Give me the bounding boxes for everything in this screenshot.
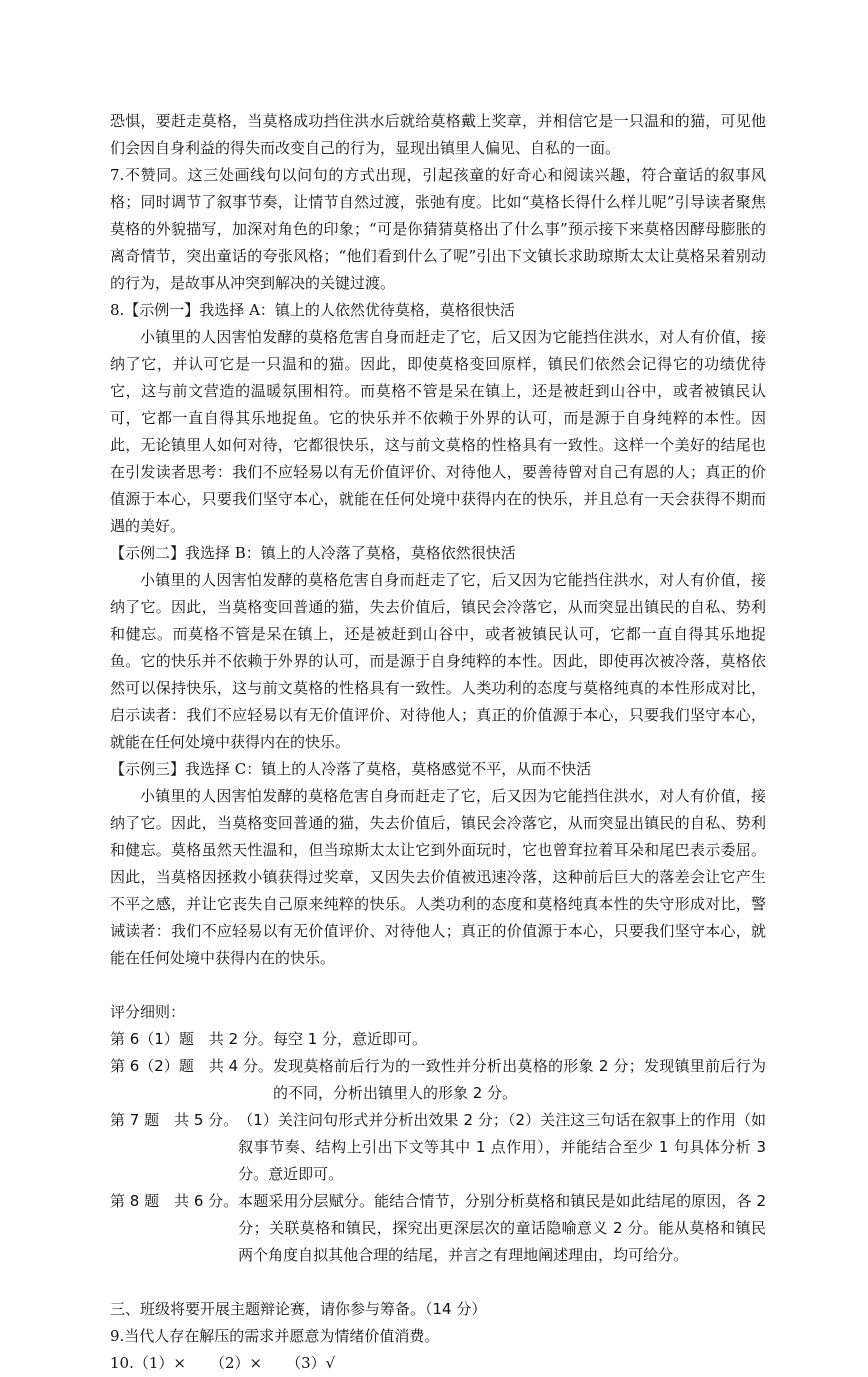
section-3-title: 三、班级将要开展主题辩论赛，请你参与筹备。（14 分）	[110, 1300, 487, 1318]
document-page	[110, 108, 766, 1377]
answer-10-item: （3）√	[286, 1354, 336, 1372]
spacer	[110, 1269, 766, 1296]
scoring-q8-label: 第 8 题 共 6 分。	[110, 1192, 239, 1210]
scoring-q6-2-text: 发现莫格前后行为的一致性并分析出莫格的形象 2 分；发现镇里前后行为的不同，分析出镇里人的形象 2 分。	[272, 1057, 766, 1102]
scoring-q7	[110, 1107, 766, 1188]
spacer	[110, 972, 766, 999]
answer-9: 9.当代人存在解压的需求并愿意为情绪价值消费。	[110, 1327, 440, 1345]
scoring-q6-1-text: 每空 1 分，意近即可。	[272, 1030, 428, 1048]
scoring-q7-label: 第 7 题 共 5 分。	[110, 1111, 239, 1129]
scoring-q7-text: （1）关注问句形式并分析出效果 2 分；（2）关注这三句话在叙事上的作用（如叙事节奏、结构上引出下文等其中 1 点作用），并能结合至少 1 句具体分析 3 分。意近即可。	[238, 1111, 766, 1183]
example-1-body: 小镇里的人因害怕发酵的莫格危害自身而赶走了它，后又因为它能挡住洪水，对人有价值，接纳了它，并认可它是一只温和的猫。因此，即使莫格变回原样，镇民们依然会记得它的功绩优待它，这与前文营造的温暖氛围相符。而莫格不管是呆在镇上，还是被赶到山谷中，或者被镇民认可，它都一直自得其乐地捉鱼。它的快乐并不依赖于外界的认可，而是源于自身纯粹的本性。因此，无论镇里人如何对待，它都很快乐，这与前文莫格的性格具有一致性。这样一个美好的结尾也在引发读者思考：我们不应轻易以有无价值评价、对待他人，要善待曾对自己有恩的人；真正的价值源于本心，只要我们坚守本心，就能在任何处境中获得内在的快乐，并且总有一天会获得不期而遇的美好。	[110, 328, 766, 535]
answer-10-item: （1）×	[133, 1354, 186, 1372]
scoring-q6-1	[110, 1026, 766, 1053]
answer-7: 7.不赞同。这三处画线句以问句的方式出现，引起孩童的好奇心和阅读兴趣，符合童话的叙事风格；同时调节了叙事节奏，让情节自然过渡，张弛有度。比如“莫格长得什么样儿呢”引导读者聚焦莫格的外貌描写，加深对角色的印象；“可是你猜猜莫格出了什么事”预示接下来莫格因酵母膨胀的离奇情节，突出童话的夸张风格；“他们看到什么了呢”引出下文镇长求助琼斯太太让莫格呆着别动的行为，是故事从冲突到解决的关键过渡。	[110, 166, 766, 292]
example-2-body: 小镇里的人因害怕发酵的莫格危害自身而赶走了它，后又因为它能挡住洪水，对人有价值，接纳了它。因此，当莫格变回普通的猫，失去价值后，镇民会冷落它，从而突显出镇民的自私、势利和健忘。而莫格不管是呆在镇上，还是被赶到山谷中，或者被镇民认可，它都一直自得其乐地捉鱼。它的快乐并不依赖于外界的认可，而是源于自身纯粹的本性。因此，即使再次被冷落，莫格依然可以保持快乐，这与前文莫格的性格具有一致性。人类功利的态度与莫格纯真的本性形成对比，启示读者：我们不应轻易以有无价值评价、对待他人；真正的价值源于本心，只要我们坚守本心，就能在任何处境中获得内在的快乐。	[110, 571, 766, 751]
answer-10-label: 10.	[110, 1354, 134, 1372]
example-1-heading: 8.【示例一】我选择 A：镇上的人依然优待莫格，莫格很快活	[110, 301, 515, 319]
scoring-q6-1-label: 第 6（1）题 共 2 分。	[110, 1030, 273, 1048]
scoring-q8-text: 本题采用分层赋分。能结合情节，分别分析莫格和镇民是如此结尾的原因，各 2 分；关联莫格和镇民，探究出更深层次的童话隐喻意义 2 分。能从莫格和镇民两个角度自拟其他合理的结尾，并言之有理地阐述理由，均可给分。	[238, 1192, 766, 1264]
answer-10	[110, 1350, 766, 1377]
example-3-heading: 【示例三】我选择 C：镇上的人冷落了莫格，莫格感觉不平，从而不快活	[110, 760, 592, 778]
answer-6-tail: 恐惧，要赶走莫格，当莫格成功挡住洪水后就给莫格戴上奖章，并相信它是一只温和的猫，可见他们会因自身利益的得失而改变自己的行为，显现出镇里人偏见、自私的一面。	[110, 112, 766, 157]
example-3-body: 小镇里的人因害怕发酵的莫格危害自身而赶走了它，后又因为它能挡住洪水，对人有价值，接纳了它。因此，当莫格变回普通的猫，失去价值后，镇民会冷落它，从而突显出镇民的自私、势利和健忘。莫格虽然天性温和，但当琼斯太太让它到外面玩时，它也曾耷拉着耳朵和尾巴表示委屈。因此，当莫格因拯救小镇获得过奖章，又因失去价值被迅速冷落，这种前后巨大的落差会让它产生不平之感，并让它丧失自己原来纯粹的快乐。人类功利的态度和莫格纯真本性的失守形成对比，警诫读者：我们不应轻易以有无价值评价、对待他人；真正的价值源于本心，只要我们坚守本心，就能在任何处境中获得内在的快乐。	[110, 787, 766, 967]
scoring-q8	[110, 1188, 766, 1269]
scoring-title: 评分细则：	[110, 1003, 186, 1021]
scoring-q6-2	[110, 1053, 766, 1107]
example-2-heading: 【示例二】我选择 B：镇上的人冷落了莫格，莫格依然很快活	[110, 544, 516, 562]
answer-10-item: （2）×	[209, 1354, 263, 1372]
scoring-q6-2-label: 第 6（2）题 共 4 分。	[110, 1057, 273, 1075]
